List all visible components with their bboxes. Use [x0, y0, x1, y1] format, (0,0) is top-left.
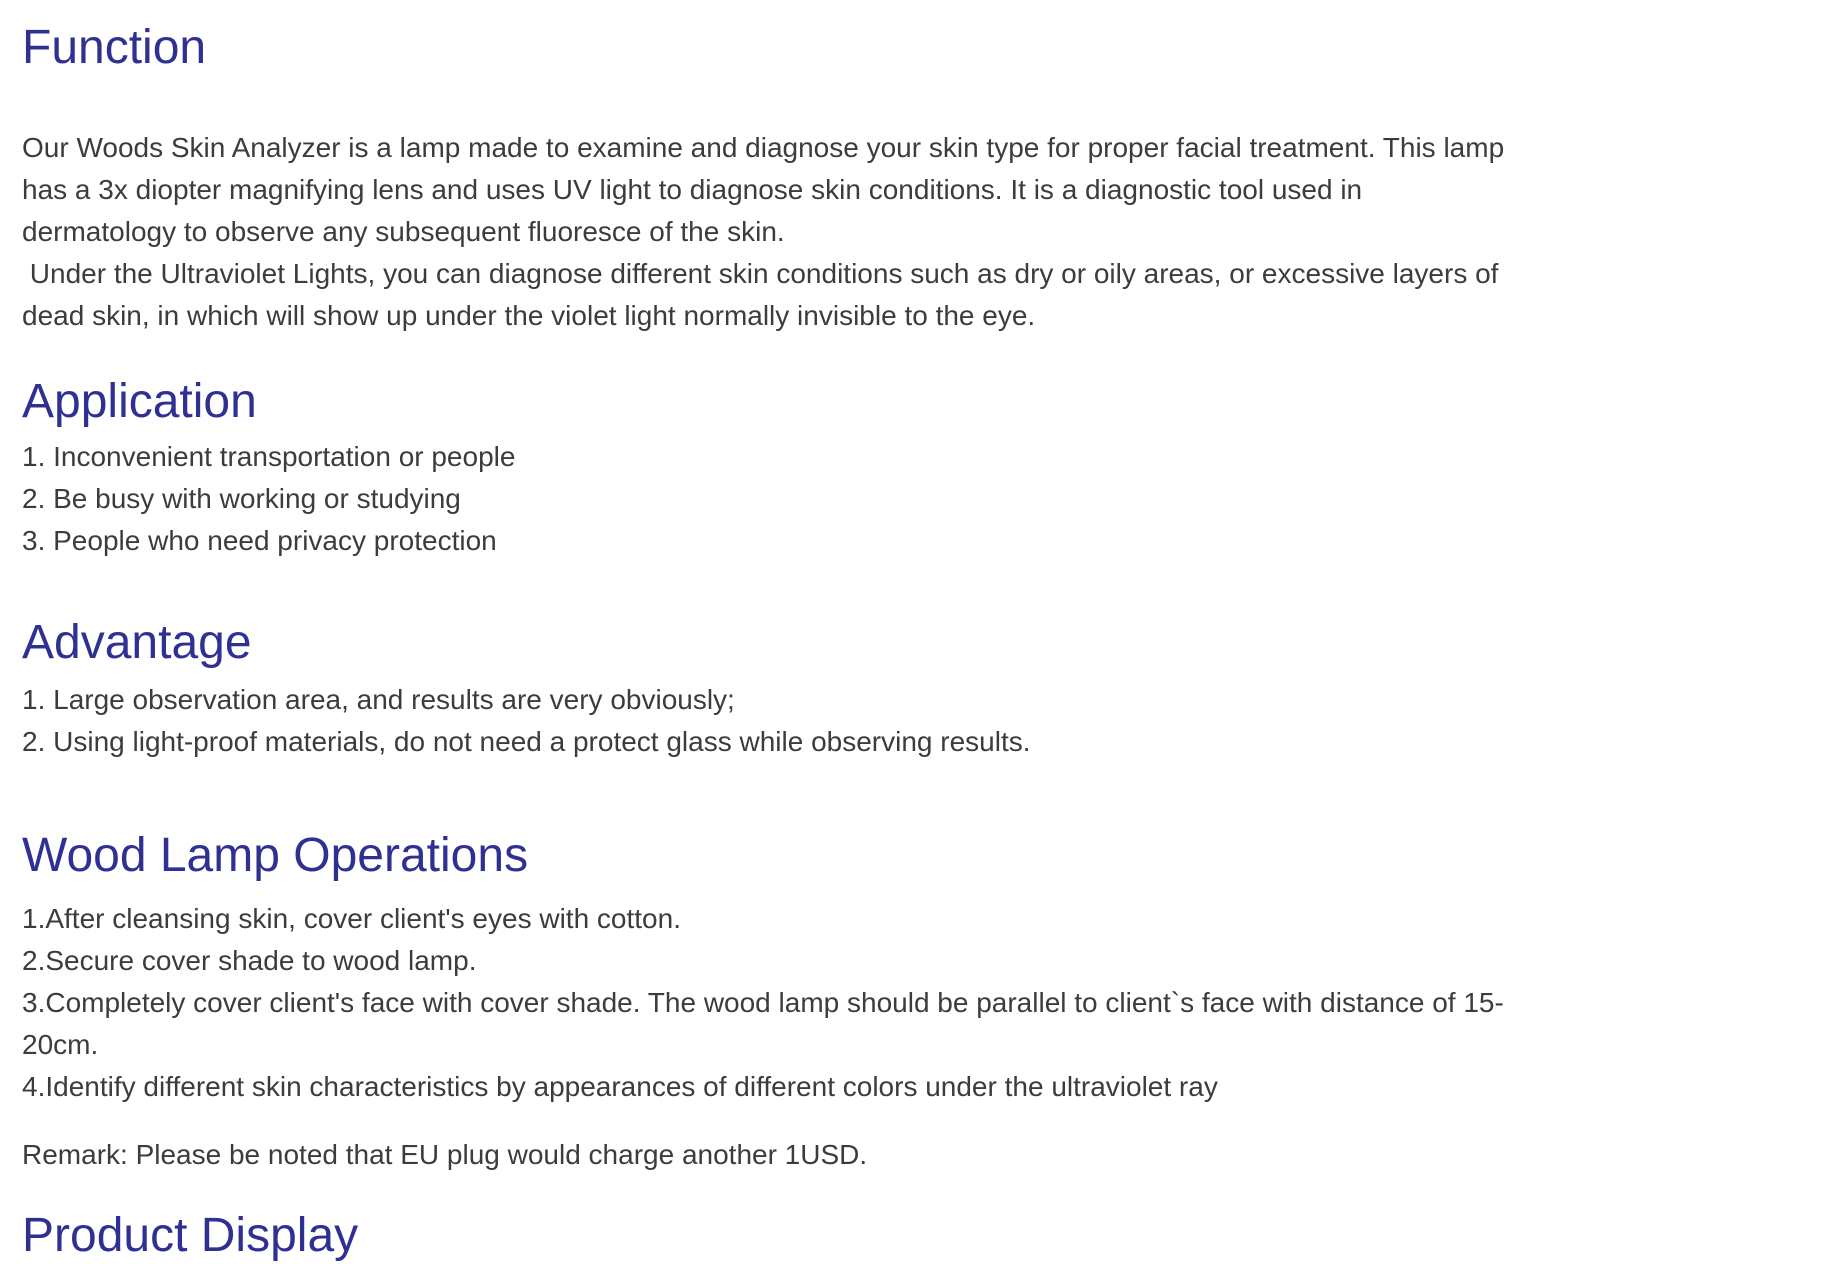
section-heading-advantage: Advantage	[22, 616, 252, 669]
section-heading-function: Function	[22, 21, 207, 74]
section-heading-wood-lamp-operations: Wood Lamp Operations	[22, 829, 529, 882]
operations-list	[22, 898, 1810, 1108]
operations-list-item-1: 1.After cleansing skin, cover client's eyes with cotton.	[22, 903, 681, 934]
product-description-page	[0, 20, 1830, 1264]
application-list-item-2: 2. Be busy with working or studying	[22, 483, 461, 514]
advantage-list-item-2: 2. Using light-proof materials, do not need a protect glass while observing results.	[22, 726, 1031, 757]
section-heading-product-display: Product Display	[22, 1209, 359, 1262]
operations-list-item-4: 4.Identify different skin characteristics by appearances of different colors under the ultraviolet ray	[22, 1071, 1218, 1102]
remark-note: Remark: Please be noted that EU plug would charge another 1USD.	[22, 1139, 868, 1170]
section-heading-application: Application	[22, 375, 257, 428]
advantage-list	[22, 679, 1810, 763]
application-list-item-1: 1. Inconvenient transportation or people	[22, 441, 516, 472]
function-paragraph-2: Under the Ultraviolet Lights, you can diagnose different skin conditions such as dry or oily areas, or excessive layers of dead skin, in which will show up under the violet light normally invisible to the eye.	[22, 258, 1507, 331]
advantage-list-item-1: 1. Large observation area, and results are very obviously;	[22, 684, 735, 715]
application-list	[22, 436, 1810, 562]
operations-list-item-3: 3.Completely cover client's face with cover shade. The wood lamp should be parallel to client`s face with distance of 15-20cm.	[22, 987, 1504, 1060]
operations-list-item-2: 2.Secure cover shade to wood lamp.	[22, 945, 477, 976]
application-list-item-3: 3. People who need privacy protection	[22, 525, 497, 556]
function-paragraph-1: Our Woods Skin Analyzer is a lamp made to examine and diagnose your skin type for proper facial treatment. This lamp has a 3x diopter magnifying lens and uses UV light to diagnose skin conditions. It is a diagnostic tool used in dermatology to observe any subsequent fluoresce of the skin.	[22, 132, 1512, 247]
